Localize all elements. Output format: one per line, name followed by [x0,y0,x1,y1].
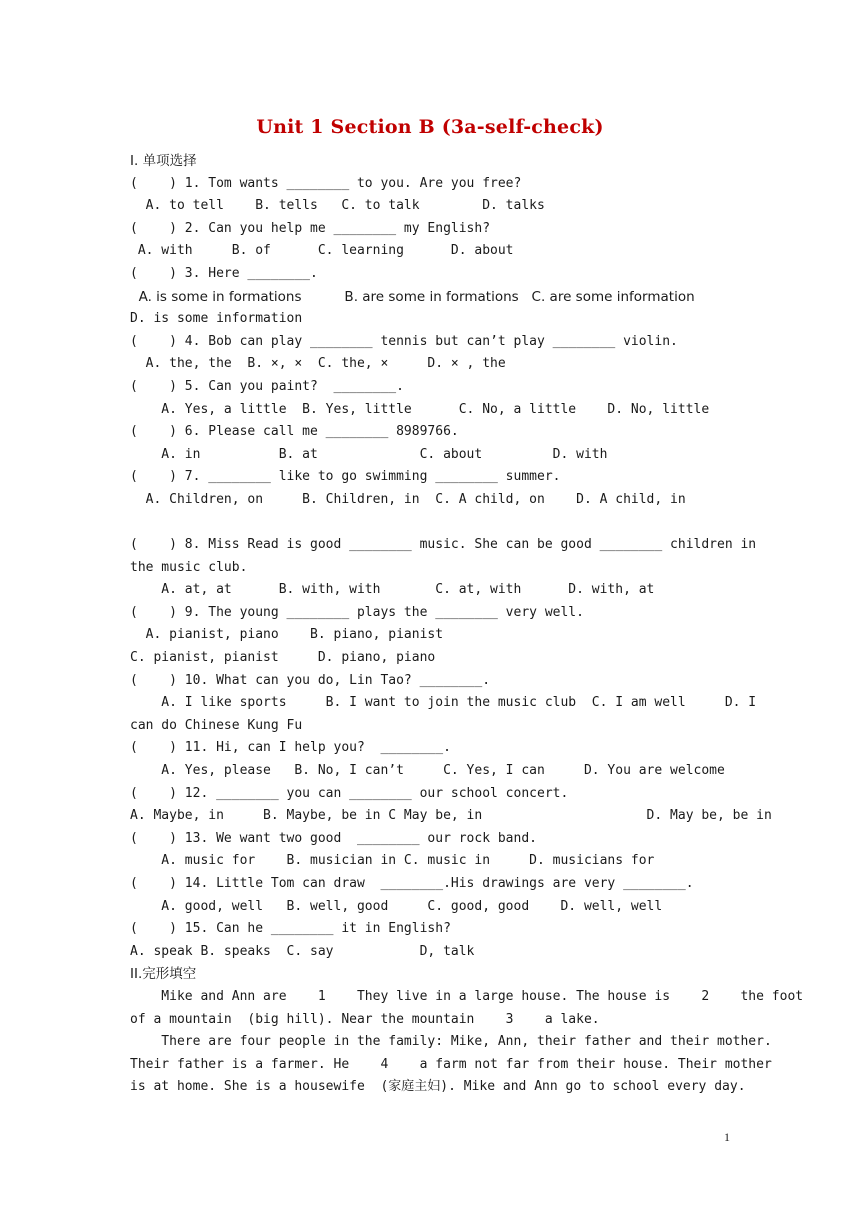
question-line: A. music for B. musician in C. music in D. musicians for [130,853,655,869]
question-line: A. at, at B. with, with C. at, with D. with, at [130,582,655,598]
question-line: A. Children, on B. Children, in C. A child, on D. A child, in [130,491,686,507]
question-line: the music club. [130,559,248,575]
question-line: D. is some information [130,311,303,327]
question-line: A. the, the B. ×, × C. the, × D. × , the [130,356,506,372]
question-line: can do Chinese Kung Fu [130,717,303,733]
question-line: A. Maybe, in B. Maybe, be in C May be, in D. May be, be in [130,808,772,824]
question-line: ( ) 8. Miss Read is good ________ music. She can be good ________ children in [130,537,757,553]
document-body [130,150,804,1099]
blank-line [130,512,732,535]
question-line: A. is some in formations B. are some in formations C. are some information [130,288,695,305]
page-number: 1 [724,1130,730,1144]
question-line: C. pianist, pianist D. piano, piano [130,650,436,666]
question-line: ( ) 1. Tom wants ________ to you. Are you free? [130,175,522,191]
question-line: ( ) 9. The young ________ plays the ________ very well. [130,604,584,620]
question-line: ( ) 4. Bob can play ________ tennis but can’t play ________ violin. [130,333,678,349]
question-line: A. to tell B. tells C. to talk D. talks [130,198,545,214]
cloze-line: of a mountain (big hill). Near the mountain 3 a lake. [130,1011,600,1027]
cloze-passage [130,986,804,1099]
question-line: A. Yes, please B. No, I can’t C. Yes, I can D. You are welcome [130,763,725,779]
question-line: A. Yes, a little B. Yes, little C. No, a little D. No, little [130,401,710,417]
question-line: ( ) 3. Here ________. [130,265,318,281]
question-line: ( ) 13. We want two good ________ our rock band. [130,830,537,846]
cloze-line: Mike and Ann are 1 They live in a large house. The house is 2 the foot [130,988,804,1004]
question-line: ( ) 11. Hi, can I help you? ________. [130,740,451,756]
cloze-line: is at home. She is a housewife (家庭主妇). Mike and Ann go to school every day. [130,1079,746,1095]
question-line: A. in B. at C. about D. with [130,446,608,462]
question-line: A. I like sports B. I want to join the music club C. I am well D. I [130,695,757,711]
question-line: A. with B. of C. learning D. about [130,243,514,259]
question-line: ( ) 14. Little Tom can draw ________.His drawings are very ________. [130,876,694,891]
question-line: ( ) 6. Please call me ________ 8989766. [130,424,459,440]
question-line: ( ) 5. Can you paint? ________. [130,378,404,394]
cloze-line: There are four people in the family: Mike, Ann, their father and their mother. [130,1034,772,1050]
document-title: Unit 1 Section B (3a-self-check) [256,116,604,138]
question-line: A. pianist, piano B. piano, pianist [130,627,444,643]
question-line: A. speak B. speaks C. say D, talk [130,943,475,959]
section-heading-choice: I. 单项选择 [130,153,197,169]
section-heading-cloze: II.完形填空 [130,966,197,983]
question-line: ( ) 12. ________ you can ________ our school concert. [130,785,569,801]
question-line: ( ) 7. ________ like to go swimming ________ summer. [130,469,561,485]
question-line: ( ) 15. Can he ________ it in English? [130,921,451,937]
question-line: ( ) 2. Can you help me ________ my English? [130,220,491,236]
multiple-choice-list [130,173,772,964]
question-line: A. good, well B. well, good C. good, good D. well, well [130,898,663,914]
question-line: ( ) 10. What can you do, Lin Tao? ________. [130,672,491,688]
cloze-line: Their father is a farmer. He 4 a farm not far from their house. Their mother [130,1056,772,1072]
